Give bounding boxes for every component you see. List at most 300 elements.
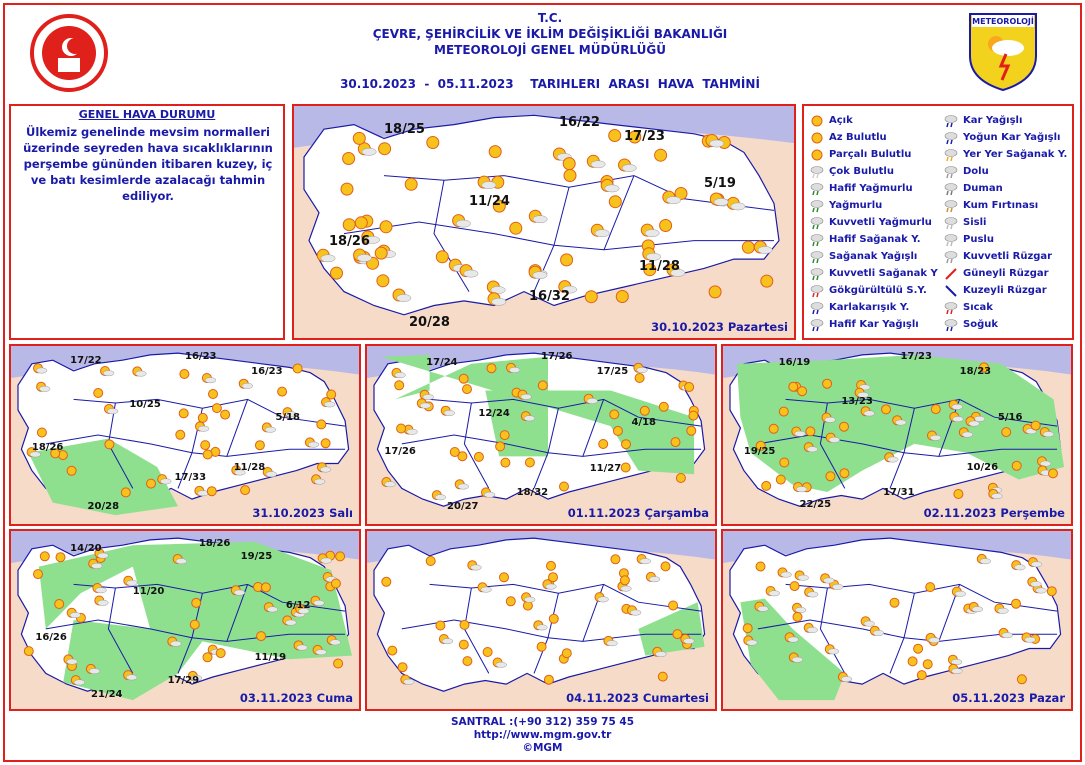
legend-label: Yağmurlu (829, 200, 883, 211)
temperature-label: 5/19 (704, 175, 736, 191)
weather-symbol-icon (762, 481, 771, 490)
weather-symbol-icon (55, 600, 64, 609)
weather-symbol-icon (192, 598, 201, 607)
weather-symbol-icon (198, 413, 207, 422)
weather-symbol-icon (212, 404, 221, 413)
weather-symbol-icon (500, 431, 509, 440)
weather-symbol-icon (756, 562, 765, 571)
few-clouds-icon (810, 131, 824, 145)
weather-symbol-icon (501, 458, 510, 467)
cold-icon (944, 318, 958, 332)
weather-symbol-icon (742, 241, 754, 253)
weather-symbol-icon (669, 601, 678, 610)
weather-symbol-icon (377, 275, 389, 287)
forecast-map-7 (721, 529, 1073, 711)
map-date-label: 02.11.2023 Perşembe (923, 506, 1065, 520)
legend-label: Açık (829, 115, 853, 126)
temperature-label: 17/25 (596, 365, 629, 377)
header-mgm: METEOROLOJİ GENEL MÜDÜRLÜĞÜ (434, 43, 666, 57)
legend-item (810, 180, 938, 197)
weather-symbol-icon (790, 582, 799, 591)
weather-symbol-icon (321, 439, 330, 448)
weather-symbol-icon (761, 275, 773, 287)
weather-symbol-icon (460, 620, 469, 629)
weather-symbol-icon (621, 463, 630, 472)
weather-symbol-icon (343, 219, 355, 231)
temperature-label: 12/24 (478, 408, 510, 420)
weather-symbol-icon (207, 487, 216, 496)
weather-symbol-icon (882, 405, 891, 414)
legend-item (944, 112, 1067, 129)
temperature-label: 18/25 (384, 122, 425, 138)
weather-symbol-icon (560, 482, 569, 491)
legend-label: Sisli (963, 217, 987, 228)
legend-item (944, 282, 1067, 299)
weather-symbol-icon (914, 644, 923, 653)
weather-symbol-icon (908, 657, 917, 666)
weather-symbol-icon (24, 647, 33, 656)
weather-symbol-icon (216, 649, 225, 658)
weather-symbol-icon (147, 479, 156, 488)
temperature-label: 17/23 (900, 351, 932, 363)
hail-icon (944, 165, 958, 179)
temperature-label: 10/26 (966, 461, 999, 473)
header-ministry: ÇEVRE, ŞEHİRCİLİK VE İKLİM DEĞİŞİKLİĞİ BAKANLIĞI (372, 27, 728, 41)
legend-item (944, 265, 1067, 282)
weather-symbol-icon (459, 640, 468, 649)
weather-symbol-icon (585, 291, 597, 303)
legend-item (944, 214, 1067, 231)
temperature-label: 11/27 (589, 463, 622, 475)
weather-symbol-icon (334, 659, 343, 668)
legend-label: Kum Fırtınası (963, 200, 1039, 211)
weather-symbol-icon (660, 220, 672, 232)
weather-symbol-icon (611, 555, 620, 564)
weather-symbol-icon (655, 149, 667, 161)
cloudy-icon (810, 165, 824, 179)
scattered-shower-icon (944, 148, 958, 162)
temperature-label: 14/20 (70, 543, 102, 555)
shower-icon (810, 250, 824, 264)
weather-symbol-icon (450, 448, 459, 457)
weather-symbol-icon (405, 178, 417, 190)
weather-symbol-icon (658, 672, 667, 681)
weather-symbol-icon (355, 217, 367, 229)
weather-symbol-icon (776, 475, 785, 484)
weather-symbol-icon (610, 410, 619, 419)
legend-item (810, 197, 938, 214)
weather-symbol-icon (537, 642, 546, 651)
weather-symbol-icon (1047, 587, 1056, 596)
weather-symbol-icon (105, 440, 114, 449)
weather-symbol-icon (37, 428, 46, 437)
weather-symbol-icon (397, 424, 406, 433)
weather-symbol-icon (203, 450, 212, 459)
weather-symbol-icon (312, 475, 326, 485)
weather-symbol-icon (609, 196, 621, 208)
weather-symbol-icon (931, 405, 940, 414)
legend-label: Dolu (963, 166, 989, 177)
temperature-label: 22/25 (799, 499, 832, 511)
heavy-shower-icon (810, 267, 824, 281)
weather-symbol-icon (388, 646, 397, 655)
weather-symbol-icon (278, 387, 287, 396)
weather-symbol-icon (483, 648, 492, 657)
legend-item (944, 316, 1067, 333)
weather-symbol-icon (318, 463, 332, 473)
temperature-label: 18/26 (198, 538, 231, 550)
weather-symbol-icon (890, 598, 899, 607)
map-date-label: 30.10.2023 Pazartesi (651, 320, 788, 334)
weather-symbol-icon (689, 411, 698, 420)
legend-label: Duman (963, 183, 1003, 194)
general-weather-title: GENEL HAVA DURUMU (78, 108, 216, 121)
weather-symbol-icon (293, 364, 302, 373)
legend-item (944, 129, 1067, 146)
weather-legend (802, 104, 1074, 340)
weather-symbol-icon (379, 143, 391, 155)
temperature-label: 10/25 (129, 399, 161, 411)
fog-icon (944, 216, 958, 230)
mist-icon (944, 233, 958, 247)
general-weather-box (9, 104, 285, 340)
legend-label: Kuvvetli Sağanak Y (829, 268, 938, 279)
forecast-map-6 (365, 529, 717, 711)
weather-symbol-icon (563, 158, 575, 170)
weather-symbol-icon (793, 612, 802, 621)
weather-symbol-icon (1049, 469, 1058, 478)
legend-label: Parçalı Bulutlu (829, 149, 912, 160)
footer-phone: SANTRAL :(+90 312) 359 75 45 (450, 716, 635, 728)
temperature-label: 5/16 (997, 411, 1023, 423)
weather-symbol-icon (474, 452, 483, 461)
legend-label: Yoğun Kar Yağışlı (963, 132, 1061, 143)
mgm-logo-text: METEOROLOJİ (972, 17, 1034, 26)
smoke-icon (944, 182, 958, 196)
turkey-map-graphic (367, 531, 715, 709)
weather-symbol-icon (201, 441, 210, 450)
legend-label: Gökgürültülü S.Y. (829, 285, 927, 296)
weather-symbol-icon (203, 653, 212, 662)
temperature-label: 21/24 (91, 689, 123, 701)
temperature-label: 19/25 (743, 445, 776, 457)
temperature-label: 18/23 (959, 365, 992, 377)
weather-symbol-icon (640, 406, 649, 415)
weather-symbol-icon (789, 382, 798, 391)
weather-symbol-icon (769, 424, 778, 433)
legend-label: Sıcak (963, 302, 993, 313)
legend-item (944, 163, 1067, 180)
weather-symbol-icon (562, 649, 571, 658)
temperature-label: 17/31 (883, 486, 915, 498)
weather-symbol-icon (426, 557, 435, 566)
temperature-label: 18/32 (516, 486, 549, 498)
temperature-label: 17/22 (70, 354, 102, 366)
legend-item (810, 214, 938, 231)
weather-symbol-icon (382, 577, 391, 586)
temperature-label: 11/19 (254, 652, 287, 664)
weather-symbol-icon (635, 374, 644, 383)
weather-symbol-icon (395, 381, 404, 390)
general-weather-text: Ülkemiz genelinde mevsim normalleri üzerinde seyreden hava sıcaklıklarının perşembe gününden itibaren kuzey, iç ve batı kesimlerde azalacağı tahmin ediliyor. (23, 125, 273, 203)
temperature-label: 11/24 (469, 194, 510, 210)
weather-symbol-icon (826, 472, 835, 481)
temperature-label: 17/26 (384, 445, 416, 457)
header-period: 30.10.2023 - 05.11.2023 TARIHLERI ARASI HAVA TAHMİNİ (340, 77, 760, 91)
temperature-label: 6/12 (285, 600, 311, 612)
weather-symbol-icon (331, 267, 343, 279)
hot-icon (944, 301, 958, 315)
forecast-map-1 (292, 104, 796, 340)
weather-symbol-icon (463, 385, 472, 394)
temperature-label: 17/23 (624, 129, 665, 145)
weather-symbol-icon (180, 370, 189, 379)
legend-label: Kar Yağışlı (963, 115, 1023, 126)
weather-symbol-icon (382, 478, 396, 487)
temperature-label: 11/20 (132, 586, 165, 598)
weather-symbol-icon (926, 583, 935, 592)
footer-copyright: ©MGM (522, 742, 563, 754)
weather-symbol-icon (779, 407, 788, 416)
weather-symbol-icon (500, 573, 509, 582)
weather-symbol-icon (427, 137, 439, 149)
weather-symbol-icon (954, 490, 963, 499)
footer-url[interactable]: http://www.mgm.gov.tr (473, 729, 612, 741)
weather-symbol-icon (676, 474, 685, 483)
legend-item (810, 248, 938, 265)
legend-item (944, 197, 1067, 214)
legend-item (810, 163, 938, 180)
light-rain-icon (810, 182, 824, 196)
map-date-label: 04.11.2023 Cumartesi (566, 691, 709, 705)
temperature-label: 16/26 (35, 632, 67, 644)
weather-symbol-icon (564, 170, 576, 182)
thunderstorm-icon (810, 284, 824, 298)
legend-label: Kuvvetli Yağmurlu (829, 217, 932, 228)
legend-item (810, 129, 938, 146)
turkey-map-graphic (11, 346, 359, 524)
weather-symbol-icon (221, 410, 230, 419)
weather-symbol-icon (547, 561, 556, 570)
sleet-icon (810, 301, 824, 315)
legend-item (810, 112, 938, 129)
weather-symbol-icon (40, 552, 49, 561)
weather-symbol-icon (798, 387, 807, 396)
weather-symbol-icon (923, 660, 932, 669)
turkey-land (374, 538, 705, 691)
weather-symbol-icon (190, 620, 199, 629)
weather-symbol-icon (525, 458, 534, 467)
weather-symbol-icon (380, 221, 392, 233)
temperature-label: 18/26 (329, 233, 370, 249)
legend-label: Kuzeyli Rüzgar (963, 285, 1047, 296)
legend-label: Az Bulutlu (829, 132, 887, 143)
weather-symbol-icon (613, 426, 622, 435)
weather-symbol-icon (806, 427, 815, 436)
mgm-logo (968, 10, 1038, 92)
legend-label: Güneyli Rüzgar (963, 268, 1049, 279)
temperature-label: 17/33 (174, 472, 207, 484)
temperature-label: 17/26 (541, 351, 573, 363)
legend-label: Sağanak Yağışlı (829, 251, 918, 262)
legend-item (810, 282, 938, 299)
legend-item (810, 316, 938, 333)
legend-item (810, 265, 938, 282)
legend-item (944, 299, 1067, 316)
legend-item (944, 231, 1067, 248)
map-date-label: 31.10.2023 Salı (252, 506, 353, 520)
heavy-snow-icon (944, 131, 958, 145)
weather-symbol-icon (255, 441, 264, 450)
weather-symbol-icon (671, 438, 680, 447)
legend-item (944, 248, 1067, 265)
snow-icon (944, 114, 958, 128)
sun-icon (810, 114, 824, 128)
legend-item (944, 180, 1067, 197)
weather-symbol-icon (544, 675, 553, 684)
temperature-label: 16/22 (559, 115, 600, 131)
temperature-label: 16/19 (778, 356, 811, 368)
weather-symbol-icon (622, 440, 631, 449)
legend-label: Karlakarışık Y. (829, 302, 910, 313)
weather-symbol-icon (599, 440, 608, 449)
weather-symbol-icon (1012, 599, 1021, 608)
weather-symbol-icon (823, 379, 832, 388)
south-wind-icon (944, 267, 958, 281)
weather-symbol-icon (56, 553, 65, 562)
weather-symbol-icon (616, 291, 628, 303)
light-snow-icon (810, 318, 824, 332)
weather-symbol-icon (609, 130, 621, 142)
weather-symbol-icon (179, 409, 188, 418)
weather-symbol-icon (331, 579, 340, 588)
weather-symbol-icon (780, 458, 789, 467)
weather-symbol-icon (436, 251, 448, 263)
weather-symbol-icon (659, 402, 668, 411)
forecast-map-4 (721, 344, 1073, 526)
north-wind-icon (944, 284, 958, 298)
legend-column-left (810, 112, 938, 333)
weather-symbol-icon (375, 247, 387, 259)
weather-symbol-icon (1002, 428, 1011, 437)
weather-symbol-icon (538, 381, 547, 390)
weather-symbol-icon (489, 146, 501, 158)
partly-cloudy-icon (810, 148, 824, 162)
temperature-label: 20/28 (87, 500, 120, 512)
legend-label: Yer Yer Sağanak Y. (963, 149, 1068, 160)
legend-label: Hafif Kar Yağışlı (829, 319, 919, 330)
legend-item (944, 146, 1067, 163)
forecast-map-3 (365, 344, 717, 526)
legend-item (810, 146, 938, 163)
weather-symbol-icon (1017, 675, 1026, 684)
weather-symbol-icon (743, 624, 752, 633)
weather-symbol-icon (840, 422, 849, 431)
weather-symbol-icon (94, 389, 103, 398)
temperature-label: 16/23 (251, 365, 283, 377)
legend-label: Puslu (963, 234, 994, 245)
weather-symbol-icon (510, 222, 522, 234)
weather-symbol-icon (241, 486, 250, 495)
legend-item (810, 299, 938, 316)
weather-symbol-icon (661, 562, 670, 571)
weather-symbol-icon (709, 286, 721, 298)
weather-symbol-icon (840, 469, 849, 478)
weather-symbol-icon (261, 583, 270, 592)
weather-symbol-icon (1031, 421, 1040, 430)
weather-symbol-icon (487, 364, 496, 373)
temperature-label: 18/26 (31, 442, 64, 454)
map-date-label: 05.11.2023 Pazar (952, 691, 1065, 705)
weather-symbol-icon (257, 632, 266, 641)
rain-icon (810, 199, 824, 213)
weather-symbol-icon (398, 663, 407, 672)
forecast-map-2 (9, 344, 361, 526)
legend-item (810, 231, 938, 248)
weather-symbol-icon (549, 614, 558, 623)
weather-symbol-icon (1012, 461, 1021, 470)
weather-symbol-icon (706, 135, 724, 148)
legend-label: Kuvvetli Rüzgar (963, 251, 1053, 262)
header-tc: T.C. (537, 11, 563, 25)
temperature-label: 20/27 (447, 500, 479, 512)
temperature-label: 17/29 (167, 675, 200, 687)
weather-symbol-icon (506, 597, 515, 606)
weather-symbol-icon (436, 621, 445, 630)
weather-symbol-icon (209, 390, 218, 399)
weather-symbol-icon (673, 630, 682, 639)
weather-symbol-icon (34, 570, 43, 579)
temperature-label: 17/24 (426, 356, 458, 368)
weather-symbol-icon (620, 576, 629, 585)
strong-wind-icon (944, 250, 958, 264)
weather-symbol-icon (1029, 558, 1043, 567)
legend-label: Hafif Yağmurlu (829, 183, 913, 194)
temperature-label: 13/23 (841, 395, 873, 407)
temperature-label: 16/23 (185, 351, 217, 363)
weather-symbol-icon (687, 426, 696, 435)
legend-label: Soğuk (963, 319, 998, 330)
weather-symbol-icon (341, 183, 353, 195)
temperature-label: 11/28 (639, 259, 680, 275)
turkey-map-graphic (723, 531, 1071, 709)
temperature-label: 11/28 (233, 461, 266, 473)
sandstorm-icon (944, 199, 958, 213)
legend-label: Çok Bulutlu (829, 166, 894, 177)
weather-symbol-icon (459, 374, 468, 383)
weather-symbol-icon (685, 383, 694, 392)
weather-symbol-icon (353, 132, 365, 144)
heavy-rain-icon (810, 216, 824, 230)
map-date-label: 01.11.2023 Çarşamba (567, 506, 709, 520)
legend-label: Hafif Sağanak Y. (829, 234, 921, 245)
weather-symbol-icon (121, 488, 130, 497)
weather-symbol-icon (67, 466, 76, 475)
legend-column-right (944, 112, 1067, 333)
weather-symbol-icon (343, 153, 355, 165)
temperature-label: 19/25 (240, 550, 273, 562)
weather-symbol-icon (496, 442, 505, 451)
weather-symbol-icon (336, 552, 345, 561)
temperature-label: 5/18 (275, 411, 300, 423)
map-date-label: 03.11.2023 Cuma (239, 691, 353, 705)
temperature-label: 4/18 (631, 417, 656, 429)
temperature-label: 20/28 (409, 314, 450, 330)
weather-symbol-icon (463, 657, 472, 666)
forecast-map-5 (9, 529, 361, 711)
weather-symbol-icon (176, 430, 185, 439)
weather-symbol-icon (917, 671, 926, 680)
